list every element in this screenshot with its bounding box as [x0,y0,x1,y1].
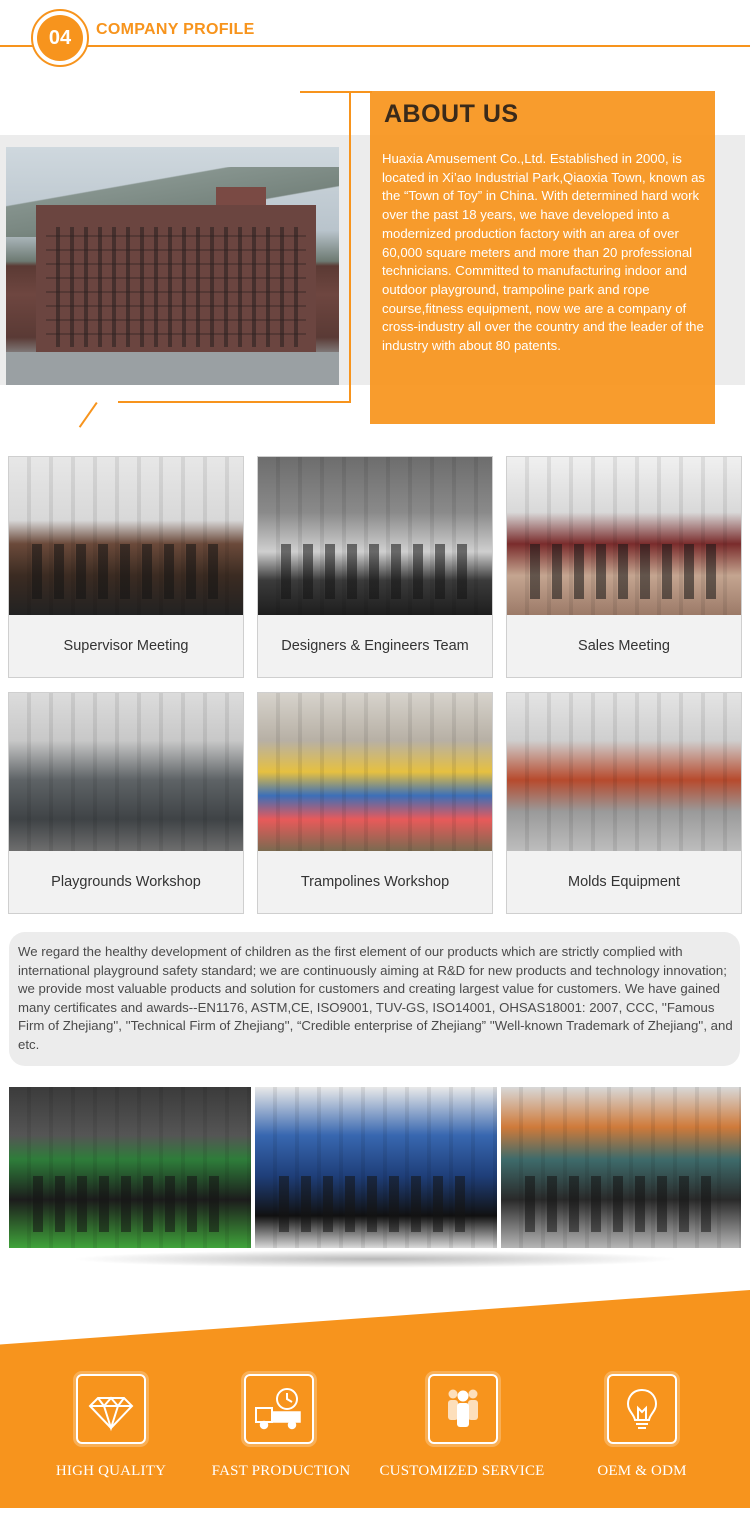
decorative-frame-line [79,402,98,428]
designers-team-photo [258,457,492,615]
gallery-card-label: Supervisor Meeting [9,615,243,677]
gallery-card-trampolines-workshop [257,692,493,914]
section-header [0,0,750,70]
gallery-card-label: Sales Meeting [507,615,741,677]
footer-spacer [0,1508,750,1527]
gallery-card-molds-equipment [506,692,742,914]
molds-equipment-photo [507,693,741,851]
trampolines-workshop-photo [258,693,492,851]
gallery-card-sales-meeting [506,456,742,678]
supervisor-meeting-photo [9,457,243,615]
gallery-card-supervisor-meeting [8,456,244,678]
diamond-icon [76,1374,146,1444]
exhibition-photo [501,1087,741,1248]
decorative-frame-line [300,91,372,93]
gallery-card-label: Playgrounds Workshop [9,851,243,913]
about-us-text: Huaxia Amusement Co.,Ltd. Established in 2000, is located in Xi’ao Industrial Park,Qiaoxia Town, known as the “Town of Toy” in China. With determined hard work over the past 18 years, we have developed into a modernized production factory with an area of over 60,000 square meters and more than 20 professional technicians. Committed to manufacturing indoor and outdoor playground, trampoline park and rope course,fitness equipment, now we are a company of cross-industry all over the country and the leader of the industry with about 80 patents. [382,151,706,354]
section-number-badge [31,9,89,67]
gallery-card-label: Designers & Engineers Team [258,615,492,677]
playgrounds-workshop-photo [9,693,243,851]
section-number: 04 [37,15,83,61]
feature-label-fast-production: FAST PRODUCTION [211,1463,351,1479]
lightbulb-icon [607,1374,677,1444]
exhibition-photo [255,1087,497,1248]
header-divider-line [0,45,750,47]
gallery-card-designers-team [257,456,493,678]
about-us-title: ABOUT US [384,100,519,128]
gallery-card-playgrounds-workshop [8,692,244,914]
feature-label-high-quality: HIGH QUALITY [55,1463,167,1479]
people-group-icon [428,1374,498,1444]
feature-label-customized-service: CUSTOMIZED SERVICE [379,1463,545,1479]
sales-meeting-photo [507,457,741,615]
gallery-card-label: Trampolines Workshop [258,851,492,913]
factory-building-photo [6,147,339,385]
feature-label-oem-odm: OEM & ODM [597,1463,687,1479]
section-title: COMPANY PROFILE [96,21,255,38]
decorative-frame-line [349,91,351,402]
photo-shadow [70,1250,680,1268]
exhibition-photo [9,1087,251,1248]
delivery-truck-clock-icon [244,1374,314,1444]
gallery-card-label: Molds Equipment [507,851,741,913]
statement-text: We regard the healthy development of children as the first element of our products which are strictly complied with international playground safety standard; we are continuously aiming at R&D for new products and technology innovation; we provide most valuable products and solution for customers and creating largest value for customers. We have gained many certificates and awards--EN1176, ASTM,CE, ISO9001, TUV-GS, ISO14001, OHSAS18001: 2007, CCC, ''Famous Firm of Zhejiang'', ''Technical Firm of Zhejiang'', “Credible enterprise of Zhejiang” ''Well-known Trademark of Zhejiang'', and etc. [18,944,733,1052]
decorative-frame-line [118,401,351,403]
